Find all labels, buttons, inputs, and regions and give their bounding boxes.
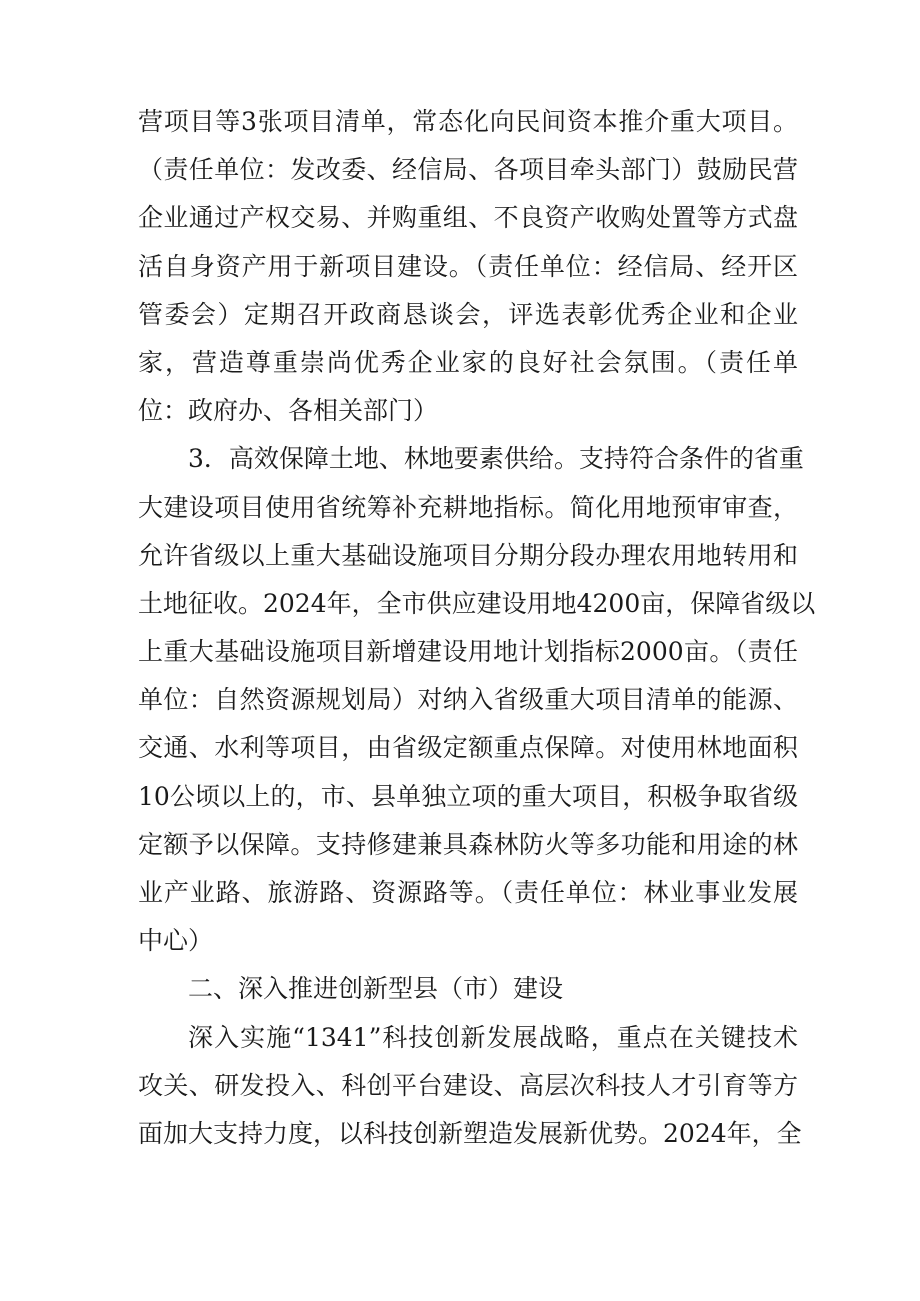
text-line: 大建设项目使用省统筹补充耕地指标。简化用地预审审查， xyxy=(138,492,798,522)
text-line: 家，营造尊重崇尚优秀企业家的良好社会氛围。（责任单 xyxy=(138,347,798,377)
text-line: 面加大支持力度，以科技创新塑造发展新优势。2024年，全 xyxy=(138,1118,802,1148)
text-line: 上重大基础设施项目新增建设用地计划指标2000亩。（责任 xyxy=(138,637,798,667)
text-line: 定额予以保障。支持修建兼具森林防火等多功能和用途的林 xyxy=(138,829,798,859)
text-line: 深入实施“1341”科技创新发展战略，重点在关键技术 xyxy=(188,1022,798,1052)
text-line: 企业通过产权交易、并购重组、不良资产收购处置等方式盘 xyxy=(138,203,798,233)
text-line: 攻关、研发投入、科创平台建设、高层次科技人才引育等方 xyxy=(138,1070,798,1100)
text-line: 管委会）定期召开政商恳谈会，评选表彰优秀企业和企业 xyxy=(138,299,798,329)
text-line: 营项目等3张项目清单，常态化向民间资本推介重大项目。 xyxy=(138,107,798,136)
text-line: 单位：自然资源规划局）对纳入省级重大项目清单的能源、 xyxy=(138,685,798,715)
text-line: 交通、水利等项目，由省级定额重点保障。对使用林地面积 xyxy=(138,733,798,763)
text-line: 10公顷以上的，市、县单独立项的重大项目，积极争取省级 xyxy=(138,781,798,811)
text-line: 业产业路、旅游路、资源路等。（责任单位：林业事业发展 xyxy=(138,878,798,907)
body-text xyxy=(138,98,816,1158)
text-line: 活自身资产用于新项目建设。（责任单位：经信局、经开区 xyxy=(138,251,798,281)
text-line: 允许省级以上重大基础设施项目分期分段办理农用地转用和 xyxy=(138,540,798,570)
text-line: 土地征收。2024年，全市供应建设用地4200亩，保障省级以 xyxy=(138,588,816,618)
text-line: （责任单位：发改委、经信局、各项目牵头部门）鼓励民营 xyxy=(138,155,798,185)
text-line: 位：政府办、各相关部门） xyxy=(138,396,439,426)
section-item-heading: 3．高效保障土地、林地要素供给。支持符合条件的省重 xyxy=(188,444,804,474)
text-line: 中心） xyxy=(138,926,214,956)
section-heading: 二、深入推进创新型县（市）建设 xyxy=(188,974,564,1004)
